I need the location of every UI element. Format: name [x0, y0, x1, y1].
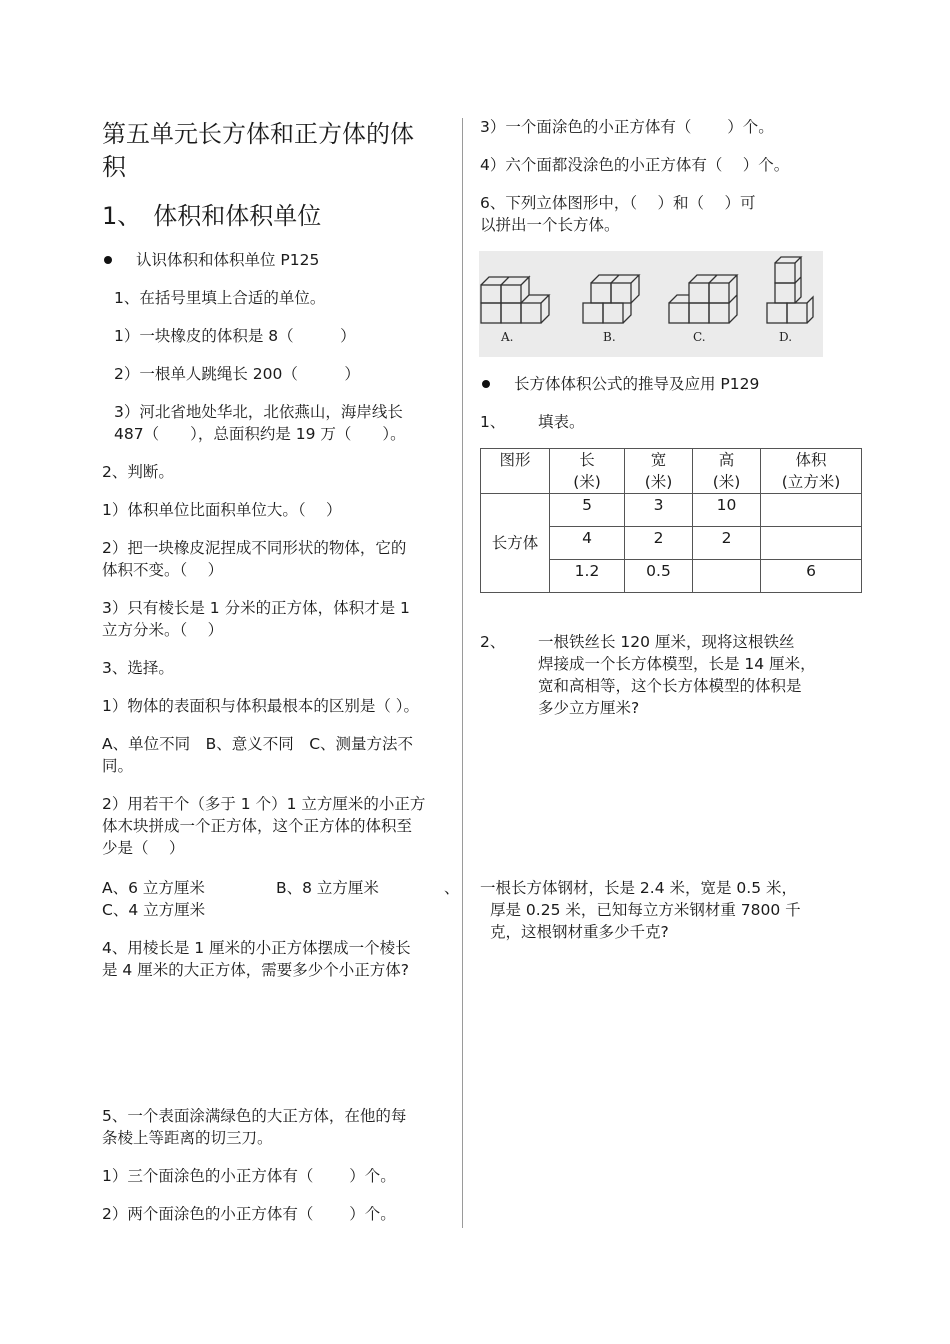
- problem2-line2: 焊接成一个长方体模型，长是 14 厘米，: [538, 655, 816, 673]
- q4-line2: 是 4 厘米的大正方体，需要多少个小正方体?: [102, 961, 409, 979]
- q2-item3-line2: 立方分米。（ ）: [102, 621, 224, 639]
- header-shape: 图形: [481, 449, 550, 494]
- column-divider: [462, 118, 463, 1228]
- q3-item2-line1: 2）用若干个（多于 1 个）1 立方厘米的小正方: [102, 795, 426, 813]
- table-cell: 3: [625, 494, 693, 527]
- q3-item2-line2: 体木块拼成一个正方体，这个正方体的体积至: [102, 817, 413, 835]
- q5-item4: 4）六个面都没涂色的小正方体有（ ）个。: [480, 156, 790, 174]
- cube-figures-drawing: [479, 251, 823, 357]
- q4-line1: 4、用棱长是 1 厘米的小正方体摆成一个棱长: [102, 939, 411, 957]
- row-label-cuboid: 长方体: [481, 494, 550, 593]
- q1-intro: 1、在括号里填上合适的单位。: [114, 289, 326, 307]
- header-width: 宽 (米): [625, 449, 693, 494]
- q2-item1: 1）体积单位比面积单位大。（ ）: [102, 501, 342, 519]
- q3-item2-option-a: A、6 立方厘米: [102, 879, 205, 897]
- figure-label-a: A.: [501, 330, 514, 344]
- problem2-number: 2、: [480, 633, 506, 651]
- q3-item2-option-b: B、8 立方厘米: [276, 879, 379, 897]
- figure-label-b: B.: [603, 330, 616, 344]
- problem2-line1: 一根铁丝长 120 厘米，现将这根铁丝: [538, 633, 795, 651]
- table-row: [481, 494, 862, 527]
- topic-bullet-2: 长方体体积公式的推导及应用 P129: [514, 375, 760, 393]
- table-cell: 6: [761, 560, 862, 593]
- section-heading: 1、 体积和体积单位: [102, 202, 322, 230]
- header-volume: 体积 (立方米): [761, 449, 862, 494]
- problem3-line2: 厚是 0.25 米，已知每立方米钢材重 7800 千: [490, 901, 801, 919]
- q5-item1: 1）三个面涂色的小正方体有（ ）个。: [102, 1167, 396, 1185]
- q5-line1: 5、一个表面涂满绿色的大正方体，在他的每: [102, 1107, 407, 1125]
- q6-line2: 以拼出一个长方体。: [480, 216, 620, 234]
- cube-figures-image: [479, 251, 823, 357]
- problem3-line1: 一根长方体钢材，长是 2.4 米，宽是 0.5 米，: [480, 879, 798, 897]
- q3-item1-options-line1: A、单位不同 B、意义不同 C、测量方法不: [102, 735, 414, 753]
- doc-title-line1: 第五单元长方体和正方体的体: [102, 120, 414, 148]
- figure-label-d: D.: [779, 330, 793, 344]
- table-cell: 4: [550, 527, 625, 560]
- q6-line1: 6、下列立体图形中，（ ）和（ ）可: [480, 194, 756, 212]
- volume-table: [480, 448, 862, 593]
- q3-intro: 3、选择。: [102, 659, 174, 677]
- q3-item2-line3: 少是（ ）: [102, 839, 185, 857]
- q3-item1-options-line2: 同。: [102, 757, 134, 775]
- q3-item2-option-c: C、4 立方厘米: [102, 901, 206, 919]
- problem3-line3: 克，这根钢材重多少千克?: [490, 923, 669, 941]
- figure-label-c: C.: [693, 330, 706, 344]
- q2-item2-line2: 体积不变。（ ）: [102, 561, 224, 579]
- q5-item3: 3）一个面涂色的小正方体有（ ）个。: [480, 118, 774, 136]
- q5-item2: 2）两个面涂色的小正方体有（ ）个。: [102, 1205, 396, 1223]
- table-cell: 0.5: [625, 560, 693, 593]
- table-cell: 2: [693, 527, 761, 560]
- q5-line2: 条棱上等距离的切三刀。: [102, 1129, 273, 1147]
- bullet-dot: [104, 256, 112, 264]
- table-cell-blank[interactable]: [761, 494, 862, 527]
- q1-item1: 1）一块橡皮的体积是 8（ ）: [114, 327, 356, 345]
- table-cell: 5: [550, 494, 625, 527]
- table-question-text: 填表。: [538, 413, 585, 431]
- q1-item3-line1: 3）河北省地处华北，北依燕山，海岸线长: [114, 403, 403, 421]
- doc-title-line2: 积: [102, 153, 126, 181]
- table-cell: 1.2: [550, 560, 625, 593]
- problem2-line3: 宽和高相等，这个长方体模型的体积是: [538, 677, 802, 695]
- table-question-number: 1、: [480, 413, 506, 431]
- problem2-line4: 多少立方厘米?: [538, 699, 640, 717]
- q2-item3-line1: 3）只有棱长是 1 分米的正方体，体积才是 1: [102, 599, 410, 617]
- header-height: 高 (米): [693, 449, 761, 494]
- q3-item1: 1）物体的表面积与体积最根本的区别是（ ）。: [102, 697, 420, 715]
- q2-intro: 2、判断。: [102, 463, 174, 481]
- topic-bullet-1: 认识体积和体积单位 P125: [136, 251, 320, 269]
- table-header-row: [481, 449, 862, 494]
- table-cell-blank[interactable]: [693, 560, 761, 593]
- q1-item2: 2）一根单人跳绳长 200（ ）: [114, 365, 360, 383]
- bullet-dot: [482, 380, 490, 388]
- q2-item2-line1: 2）把一块橡皮泥捏成不同形状的物体，它的: [102, 539, 407, 557]
- header-length: 长 (米): [550, 449, 625, 494]
- q1-item3-line2: 487（ ），总面积约是 19 万（ ）。: [114, 425, 406, 443]
- table-cell-blank[interactable]: [761, 527, 862, 560]
- q3-item2-separator: 、: [444, 879, 460, 897]
- table-cell: 10: [693, 494, 761, 527]
- table-cell: 2: [625, 527, 693, 560]
